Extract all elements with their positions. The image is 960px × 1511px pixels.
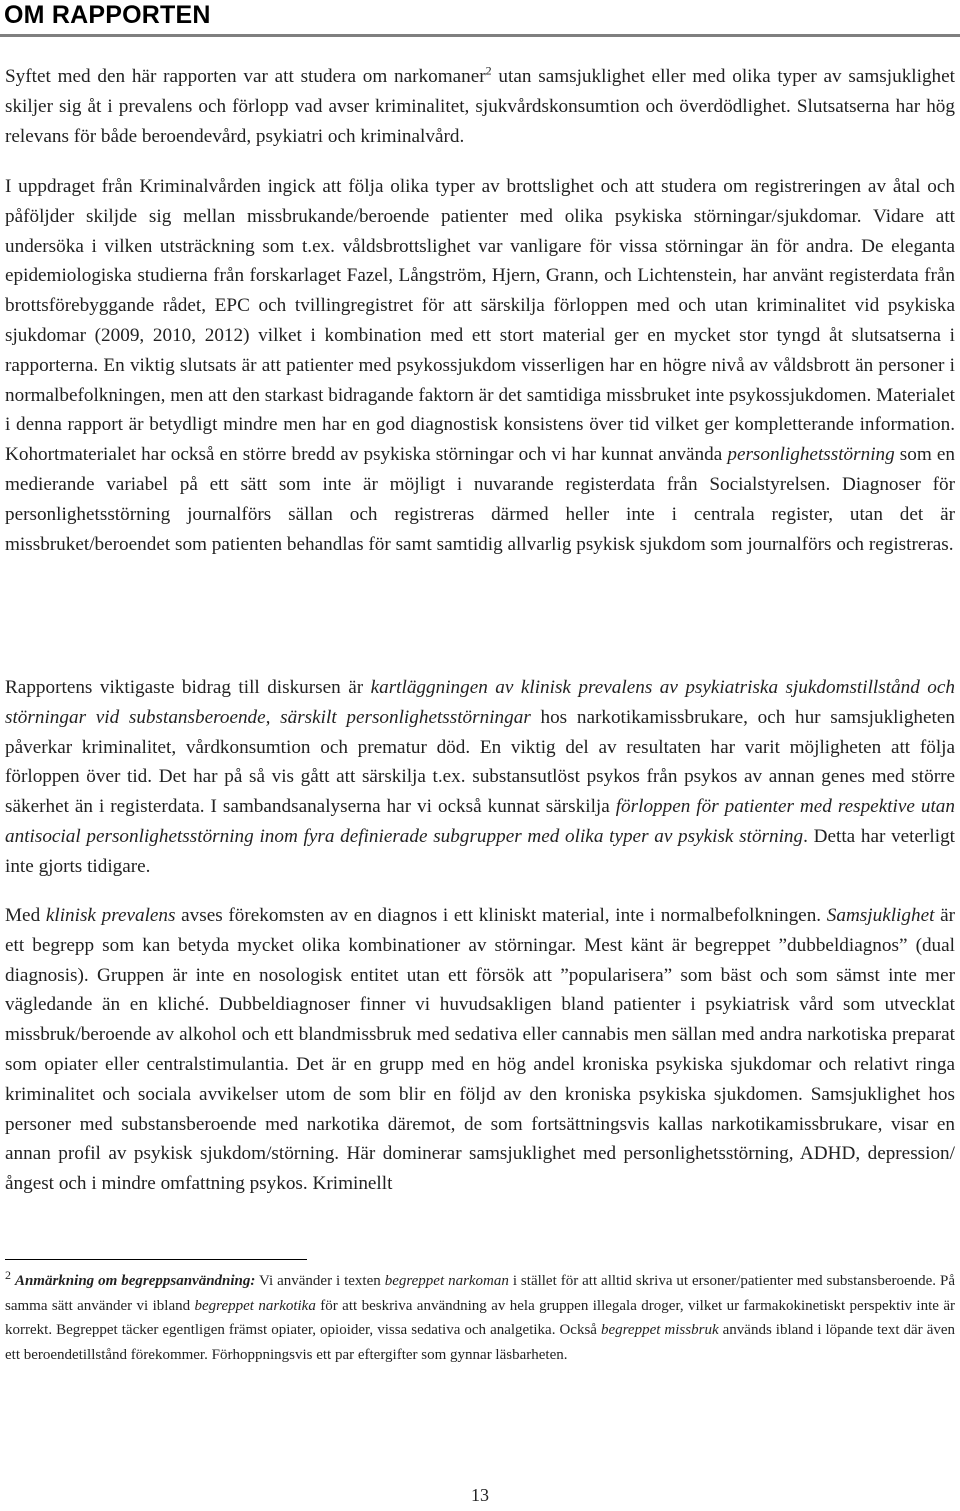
text-run: Med xyxy=(5,905,46,926)
emphasis-term: begreppet narkoman xyxy=(384,1273,509,1289)
title-bar xyxy=(0,0,960,37)
text-run: i stället för att alltid skriva ut ersoner/patienter med substansberoende. På samma sätt använder vi ibland xyxy=(5,1273,955,1314)
text-run: avses förekomsten av en diagnos i ett kliniskt material, inte i normalbefolkningen. xyxy=(175,905,827,926)
emphasis-term: klinisk prevalens xyxy=(45,905,176,926)
text-run: för att beskriva användning av hela gruppen illegala droger, vilket ur farmakokinetiskt perspektiv inte är korrekt. Begreppet täcker egentligen främst opiater, opioider, vissa sedativa och analgetika. Också xyxy=(5,1297,955,1338)
footnote xyxy=(5,1269,955,1367)
text-run: I uppdraget från Kriminalvården ingick att följa olika typer av brottslighet och att studera om registreringen av åtal och påföljder skiljde sig mellan missbrukande/beroende patienter med olika psykiska störningar/sjukdomar. Vidare att undersöka i vilken utsträckning som t.ex. våldsbrottslighet var vanligare för vissa störningar än för andra. De eleganta epidemiologiska studierna från forskarlaget Fazel, Långström, Hjern, Grann, och Lichtenstein, har använt registerdata från brottsförebyggande rådet, EPC och tvillingregistret för att särskilja förloppen med och utan kriminalitet vid psykiska sjukdomar (2009, 2010, 2012) vilket i kombination med ett stort material ger en mycket stor tyngd åt slutsatserna i rapporterna. En viktig slutsats är att patienter med psykossjukdom visserligen har en högre nivå av våldsbrott än personer i normalbefolkningen, men att den starkast bidragande faktorn är det samtidiga missbruket inte psykossjukdomen. Materialet i denna rapport är betydligt mindre men har en god diagnostisk konsistens över tid vilket ger kompletterande information. Kohortmaterialet har också en större bredd av psykiska störningar och vi har kunnat använda xyxy=(5,176,955,466)
footnote-reference: 2 xyxy=(485,63,492,78)
text-run: hos narkotikamissbrukare, och hur samsjukligheten påverkar kriminalitet, vårdkonsumtion och prematur död. En viktig del av resultaten har varit möjligheten att följa förloppen över tid. Det har på så vis gått att särskilja t.ex. substansutlöst psykos från psykos av annan genes med större säkerhet än i registerdata. I sambandsanalyserna har vi också kunnat särskilja xyxy=(5,706,955,818)
text-run: Rapportens viktigaste bidrag till diskursen är xyxy=(5,677,371,698)
footnote-number: 2 xyxy=(5,1268,11,1282)
emphasis-term: kartläggningen av klinisk prevalens av psykiatriska sjukdomstillstånd och störningar vid substansberoende, särskilt personlighetsstörningar xyxy=(5,677,955,728)
emphasis-term: begreppet narkotika xyxy=(194,1297,316,1314)
text-run: utan samsjuklighet eller med olika typer av samsjuklighet skiljer sig åt i prevalens och förlopp vad avser kriminalitet, sjukvårdskonsumtion och överdödlighet. Slutsatserna har hög relevans för både beroendevård, psykiatri och kriminalvård. xyxy=(5,66,955,147)
paragraph-definitions xyxy=(5,901,955,1199)
text-run: Vi använder i texten xyxy=(255,1273,385,1289)
emphasis-term: Samsjuklighet xyxy=(826,905,935,926)
page-title: OM RAPPORTEN xyxy=(4,1,211,29)
emphasis-term: begreppet missbruk xyxy=(600,1322,719,1338)
footnote-label: Anmärkning om begreppsanvändning: xyxy=(14,1273,256,1289)
text-run: som en medierande variabel på ett sätt som inte är möjligt i nuvarande registerdata från Socialstyrelsen. Diagnoser för personlighetsstörning journalförs sällan och registreras därmed heller inte i centrala register, utan det är missbruket/beroendet som patienten behandlas för samt samtidig allvarlig psykisk sjukdom som journalförs och registreras. xyxy=(5,444,955,555)
emphasis-term: personlighetsstörning xyxy=(727,444,895,466)
text-run: används ibland i löpande text där även ett beroendetillstånd förekommer. Förhoppningsvis ett par eftergifter som gynnar läsbarheten. xyxy=(5,1322,956,1363)
paragraph-purpose xyxy=(5,62,955,151)
paragraph-assignment xyxy=(5,172,955,559)
footnote-divider xyxy=(5,1259,307,1260)
text-run: är ett begrepp som kan betyda mycket olika kombinationer av störningar. Mest känt är begreppet ”dubbeldiagnos” (dual diagnosis). Gruppen är inte en nosologisk entitet utan ett försök att ”popularisera” som bäst och som sämst inte mer vägledande än en kliché. Dubbeldiagnoser finner vi huvudsakligen bland patienter i psykiatrisk vård som utvecklat missbruk/beroende av alkohol och ett blandmissbruk med sedativa eller cannabis men sällan med andra narkotiska preparat som opiater eller centralstimulantia. Det är en grupp med en hög andel kroniska psykiska sjukdomar och relativt ringa kriminalitet och sociala avvikelser utom de som blir en följd av den kroniska psykiska sjukdomen. Samsjuklighet hos personer med substansberoende med narkotika däremot, de som fortsättningsvis kallas narkotikamissbrukare, visar en annan profil av psykisk sjukdom/störning. Här dominerar samsjuklighet med personlighetsstörning, ADHD, depression/ångest och i mindre omfattning psykos. Kriminellt xyxy=(5,905,955,1195)
text-run: . Detta har veterligt inte gjorts tidigare. xyxy=(5,825,955,877)
emphasis-term: förloppen för patienter med respektive utan antisocial personlighetsstörning inom fyra definierade subgrupper med olika typer av psykisk störning xyxy=(5,796,955,847)
page-number: 13 xyxy=(471,1485,489,1505)
paragraph-contribution xyxy=(5,673,955,882)
text-run: Syftet med den här rapporten var att studera om narkomaner xyxy=(5,66,486,87)
